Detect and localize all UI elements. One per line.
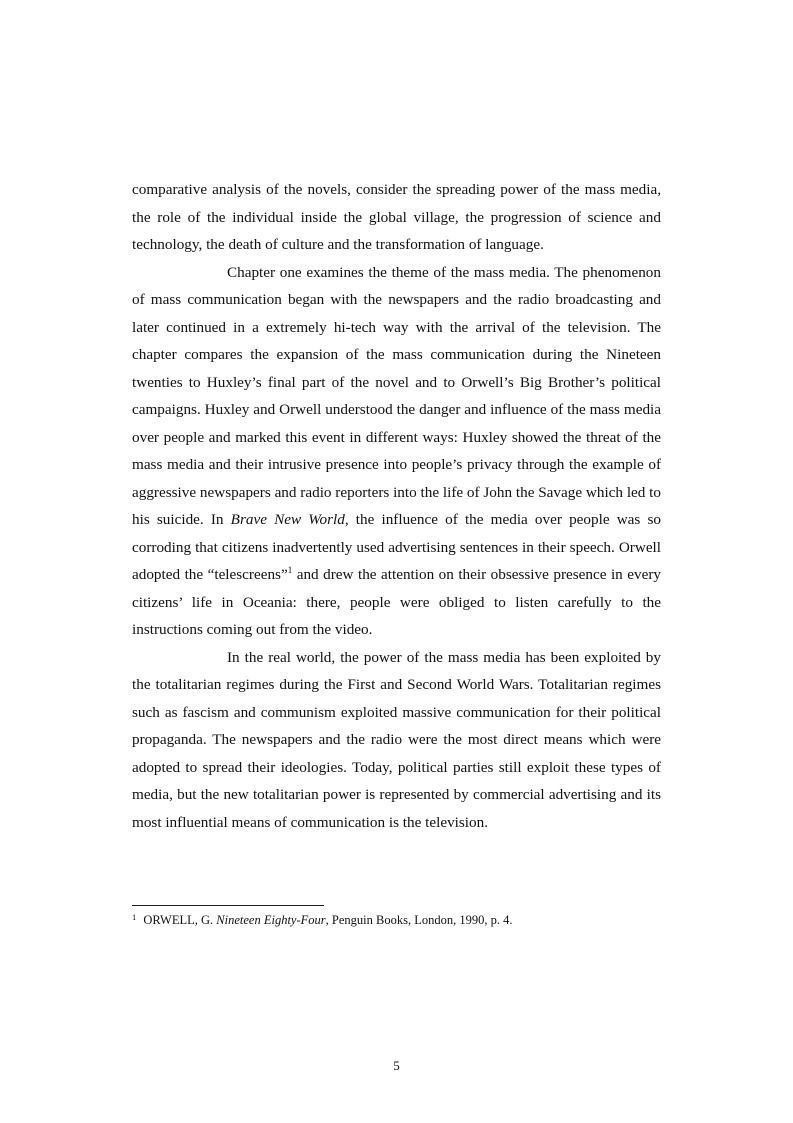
footnote-title: Nineteen Eighty-Four [216,913,326,927]
paragraph-text: comparative analysis of the novels, consider the spreading power of the mass media, the role of the individual inside the global village, the progression of science and technology, the death of culture and the transformation of language. [132,181,661,253]
footnote-separator [132,905,324,906]
paragraph-text: Chapter one examines the theme of the mass media. The phenomenon of mass communication began with the newspapers and the radio broadcasting and later continued in a extremely hi-tech way with the arrival of the television. The chapter compares the expansion of the mass communication during the Nineteen twenties to Huxley’s final part of the novel and to Orwell’s Big Brother’s political campaigns. Huxley and Orwell understood the danger and influence of the mass media over people and marked this event in different ways: Huxley showed the threat of the mass media and their intrusive presence into people’s privacy through the example of aggressive newspapers and radio reporters into the life of John the Savage which led to his suicide. In [132,263,661,528]
paragraph-text: , the influence of the media over people was so corroding that citizens inadvertently used advertising sentences in their speech. Orwell adopted the “telescreens” [132,511,661,583]
footnote [132,912,661,928]
paragraph-text: and drew the attention on their obsessive presence in every citizens’ life in Oceania: there, people were obliged to listen carefully to the instructions coming out from the video. [132,566,661,638]
footnote-number: 1 [132,912,137,922]
paragraph [132,176,661,259]
body-text [132,176,661,836]
footnote-publication: , Penguin Books, London, 1990, p. 4. [325,913,513,927]
paragraph [132,644,661,837]
paragraph [132,259,661,644]
italic-title: Brave New World [230,511,345,528]
footnote-author: ORWELL, G. [143,913,214,927]
paragraph-text: In the real world, the power of the mass media has been exploited by the totalitarian regimes during the First and Second World Wars. Totalitarian regimes such as fascism and communism exploited massive communication for their political propaganda. The newspapers and the radio were the most direct means which were adopted to spread their ideologies. Today, political parties still exploit these types of media, but the new totalitarian power is represented by commercial advertising and its most influential means of communication is the television. [132,648,661,831]
page-number: 5 [393,1058,400,1073]
footnote-reference: 1 [287,565,293,575]
